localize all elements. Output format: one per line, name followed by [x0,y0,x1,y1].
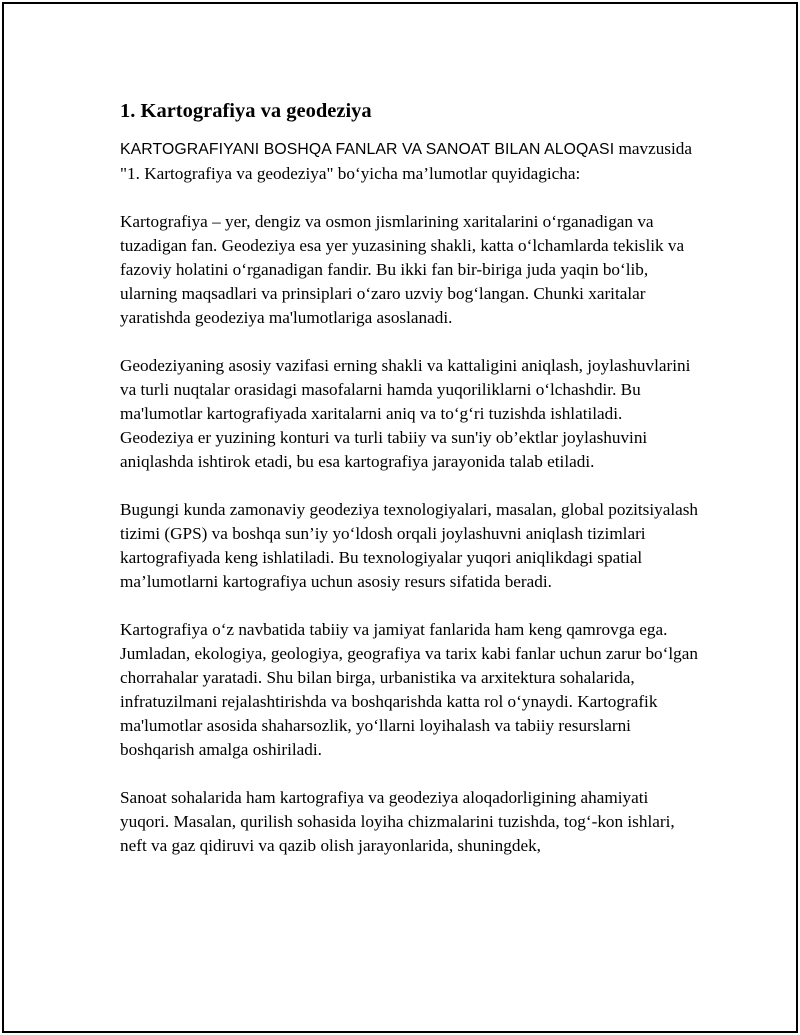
intro-topic: KARTOGRAFIYANI BOSHQA FANLAR VA SANOAT BILAN ALOQASI [120,141,615,158]
intro-text: mavzusida "1. Kartografiya va geodeziya" bo‘yicha ma’lumotlar quyidagicha: [120,139,692,183]
paragraph-definition: Kartografiya – yer, dengiz va osmon jismlarining xaritalarini o‘rganadigan va tuzadigan fan. Geodeziya esa yer yuzasining shakli, katta o‘lchamlarda tekislik va fazoviy holatini o‘rganadigan fandir. Bu ikki fan bir-biriga juda yaqin bo‘lib, ularning maqsadlari va prinsiplari o‘zaro uzviy bog‘langan. Chunki xaritalar yaratishda geodeziya ma'lumotlariga asoslanadi. [120,212,685,327]
paragraph-geodesy-tasks: Geodeziyaning asosiy vazifasi erning shakli va kattaligini aniqlash, joylashuvlarini va turli nuqtalar orasidagi masofalarni hamda yuqoriliklarni o‘lchashdir. Bu ma'lumotlar kartografiyada xaritalarni aniq va to‘g‘ri tuzishda ishlatiladi. Geodeziya er yuzining konturi va turli tabiiy va sun'iy ob’ektlar joylashuvini aniqlashda ishtirok etadi, bu esa kartografiya jarayonida talab etiladi. [120,356,691,471]
document-content [120,97,700,882]
document-title: 1. Kartografiya va geodeziya [120,100,372,122]
paragraph-sciences: Kartografiya o‘z navbatida tabiiy va jamiyat fanlarida ham keng qamrovga ega. Jumladan, ekologiya, geologiya, geografiya va tarix kabi fanlar uchun zarur bo‘lgan chorrahalar yaratadi. Shu bilan birga, urbanistika va arxitektura sohalarida, infratuzilmani rejalashtirishda va boshqarishda katta rol o‘ynaydi. Kartografik ma'lumotlar asosida shaharsozlik, yo‘llarni loyihalash va tabiiy resurslarni boshqarish amalga oshiriladi. [120,620,698,759]
document-page [2,2,798,1033]
intro-paragraph [120,137,700,186]
paragraph-industry: Sanoat sohalarida ham kartografiya va geodeziya aloqadorligining ahamiyati yuqori. Masalan, qurilish sohasida loyiha chizmalarini tuzishda, tog‘-kon ishlari, neft va gaz qidiruvi va qazib olish jarayonlarida, shuningdek, [120,788,675,855]
paragraph-modern-technology: Bugungi kunda zamonaviy geodeziya texnologiyalari, masalan, global pozitsiyalash tizimi (GPS) va boshqa sun’iy yo‘ldosh orqali joylashuvni aniqlash tizimlari kartografiyada keng ishlatiladi. Bu texnologiyalar yuqori aniqlikdagi spatial ma’lumotlarni kartografiya uchun asosiy resurs sifatida beradi. [120,500,699,591]
